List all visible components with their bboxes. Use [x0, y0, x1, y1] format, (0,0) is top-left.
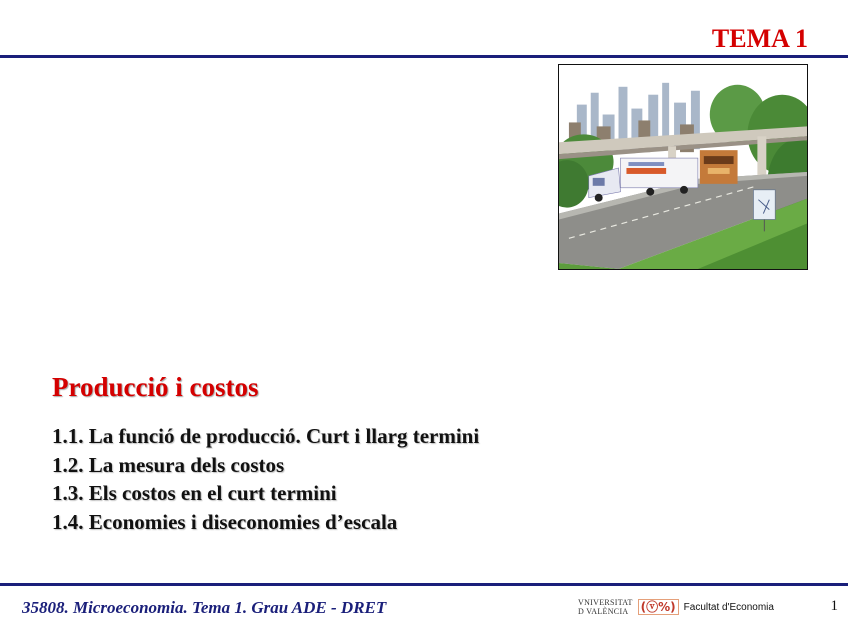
seal-icon: (ⓥ%) [638, 599, 679, 615]
faculty-wordmark: Facultat d'Economia [683, 601, 774, 613]
topic-item: 1.4. Economies i diseconomies d’escala [52, 509, 398, 534]
page-number: 1 [830, 598, 838, 614]
highway-illustration [558, 64, 808, 270]
top-divider [0, 55, 848, 58]
section-title: Producció i costos [52, 372, 259, 402]
topic-item: 1.3. Els costos en el curt termini [52, 481, 337, 505]
topic-item: 1.2. La mesura dels costos [52, 452, 285, 477]
tema-heading: TEMA 1 [711, 24, 808, 53]
topic-list [52, 422, 479, 536]
bottom-divider [0, 583, 848, 586]
course-footer-text: 35808. Microeconomia. Tema 1. Grau ADE - DRET [22, 598, 387, 617]
topic-item: 1.1. La funció de producció. Curt i llarg termini [52, 424, 480, 448]
university-wordmark: VNIVERSITAT D VALÈNCIA [578, 598, 633, 616]
faculty-logo [578, 598, 774, 616]
